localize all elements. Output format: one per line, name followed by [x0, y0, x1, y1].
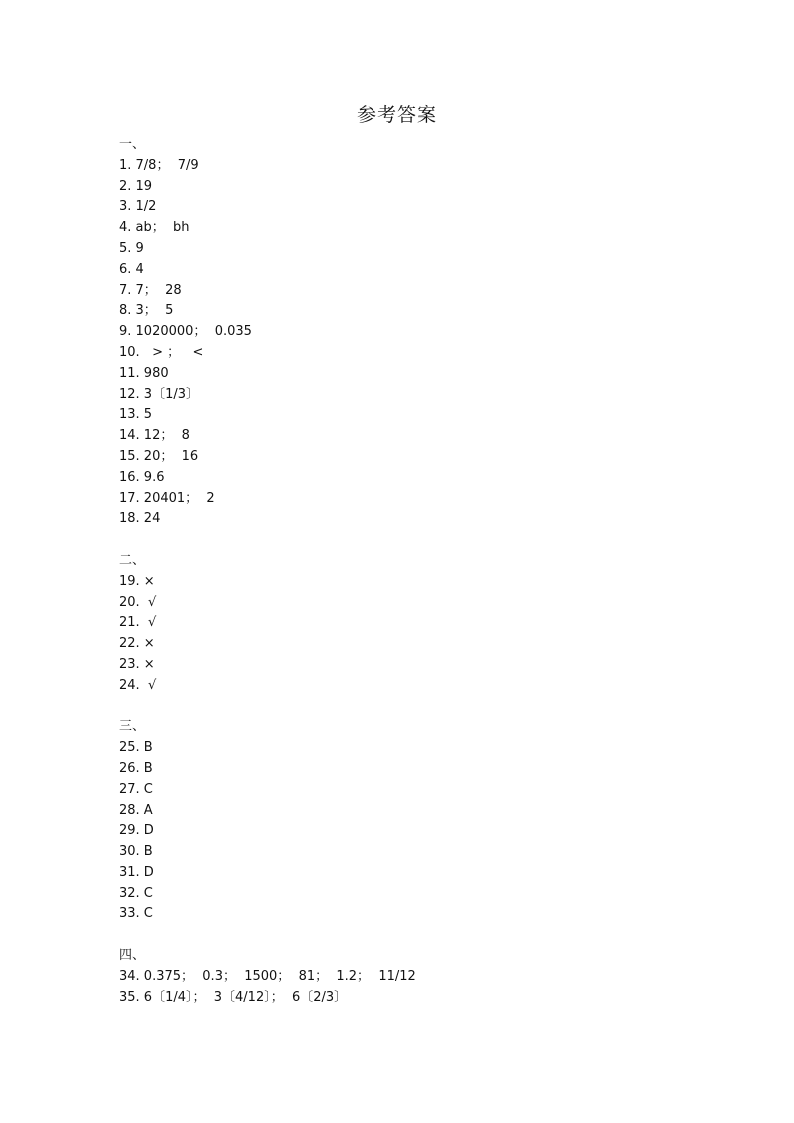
- answer-item: 28. A: [119, 802, 153, 818]
- answer-item: 30. B: [119, 844, 153, 860]
- answer-item: 6. 4: [119, 261, 144, 277]
- section-heading: 二、: [119, 552, 146, 568]
- answer-item: 24. √: [119, 677, 157, 693]
- answer-item: 13. 5: [119, 407, 153, 423]
- answer-item: 33. C: [119, 906, 153, 922]
- answer-item: 23. ×: [119, 656, 155, 672]
- section-heading: 一、: [119, 137, 146, 152]
- answer-item: 22. ×: [119, 636, 155, 652]
- answer-item: 7. 7； 28: [119, 282, 182, 298]
- answer-item: 4. ab； bh: [119, 220, 190, 236]
- answer-item: 20. √: [119, 594, 157, 610]
- answer-item: 26. B: [119, 760, 153, 776]
- answer-item: 1. 7/8； 7/9: [119, 157, 199, 173]
- section-spacer: [119, 697, 719, 718]
- answer-item: 10. > ； <: [119, 344, 204, 360]
- section-heading: 三、: [119, 719, 146, 735]
- answer-item: 18. 24: [119, 511, 161, 527]
- answer-item: 9. 1020000； 0.035: [119, 324, 252, 340]
- answer-section: [119, 135, 719, 530]
- answer-item: 31. D: [119, 864, 154, 880]
- answer-section: [119, 717, 719, 925]
- page-title: 参考答案: [356, 104, 437, 126]
- answer-item: 16. 9.6: [119, 469, 165, 485]
- answer-item: 17. 20401； 2: [119, 490, 215, 506]
- answer-item: 12. 3〔1/3〕: [119, 386, 199, 402]
- section-spacer: [119, 530, 719, 551]
- answer-item: 25. B: [119, 740, 153, 756]
- answer-item: 34. 0.375； 0.3； 1500； 81； 1.2； 11/12: [119, 968, 416, 984]
- answer-item: 11. 980: [119, 365, 169, 381]
- answer-item: 21. √: [119, 615, 157, 631]
- answer-item: 8. 3； 5: [119, 303, 174, 319]
- answer-list: [119, 135, 719, 1008]
- answer-item: 35. 6〔1/4〕； 3〔4/12〕； 6〔2/3〕: [119, 989, 348, 1005]
- answer-item: 15. 20； 16: [119, 448, 199, 464]
- answer-item: 29. D: [119, 823, 154, 839]
- section-heading: 四、: [119, 948, 146, 964]
- answer-item: 19. ×: [119, 573, 155, 589]
- section-spacer: [119, 925, 719, 946]
- answer-item: 32. C: [119, 885, 153, 901]
- answer-item: 3. 1/2: [119, 199, 157, 215]
- answer-section: [119, 946, 719, 1008]
- answer-section: [119, 551, 719, 697]
- answer-item: 2. 19: [119, 178, 153, 194]
- answer-item: 14. 12； 8: [119, 428, 190, 444]
- answer-item: 27. C: [119, 781, 153, 797]
- answer-item: 5. 9: [119, 240, 144, 256]
